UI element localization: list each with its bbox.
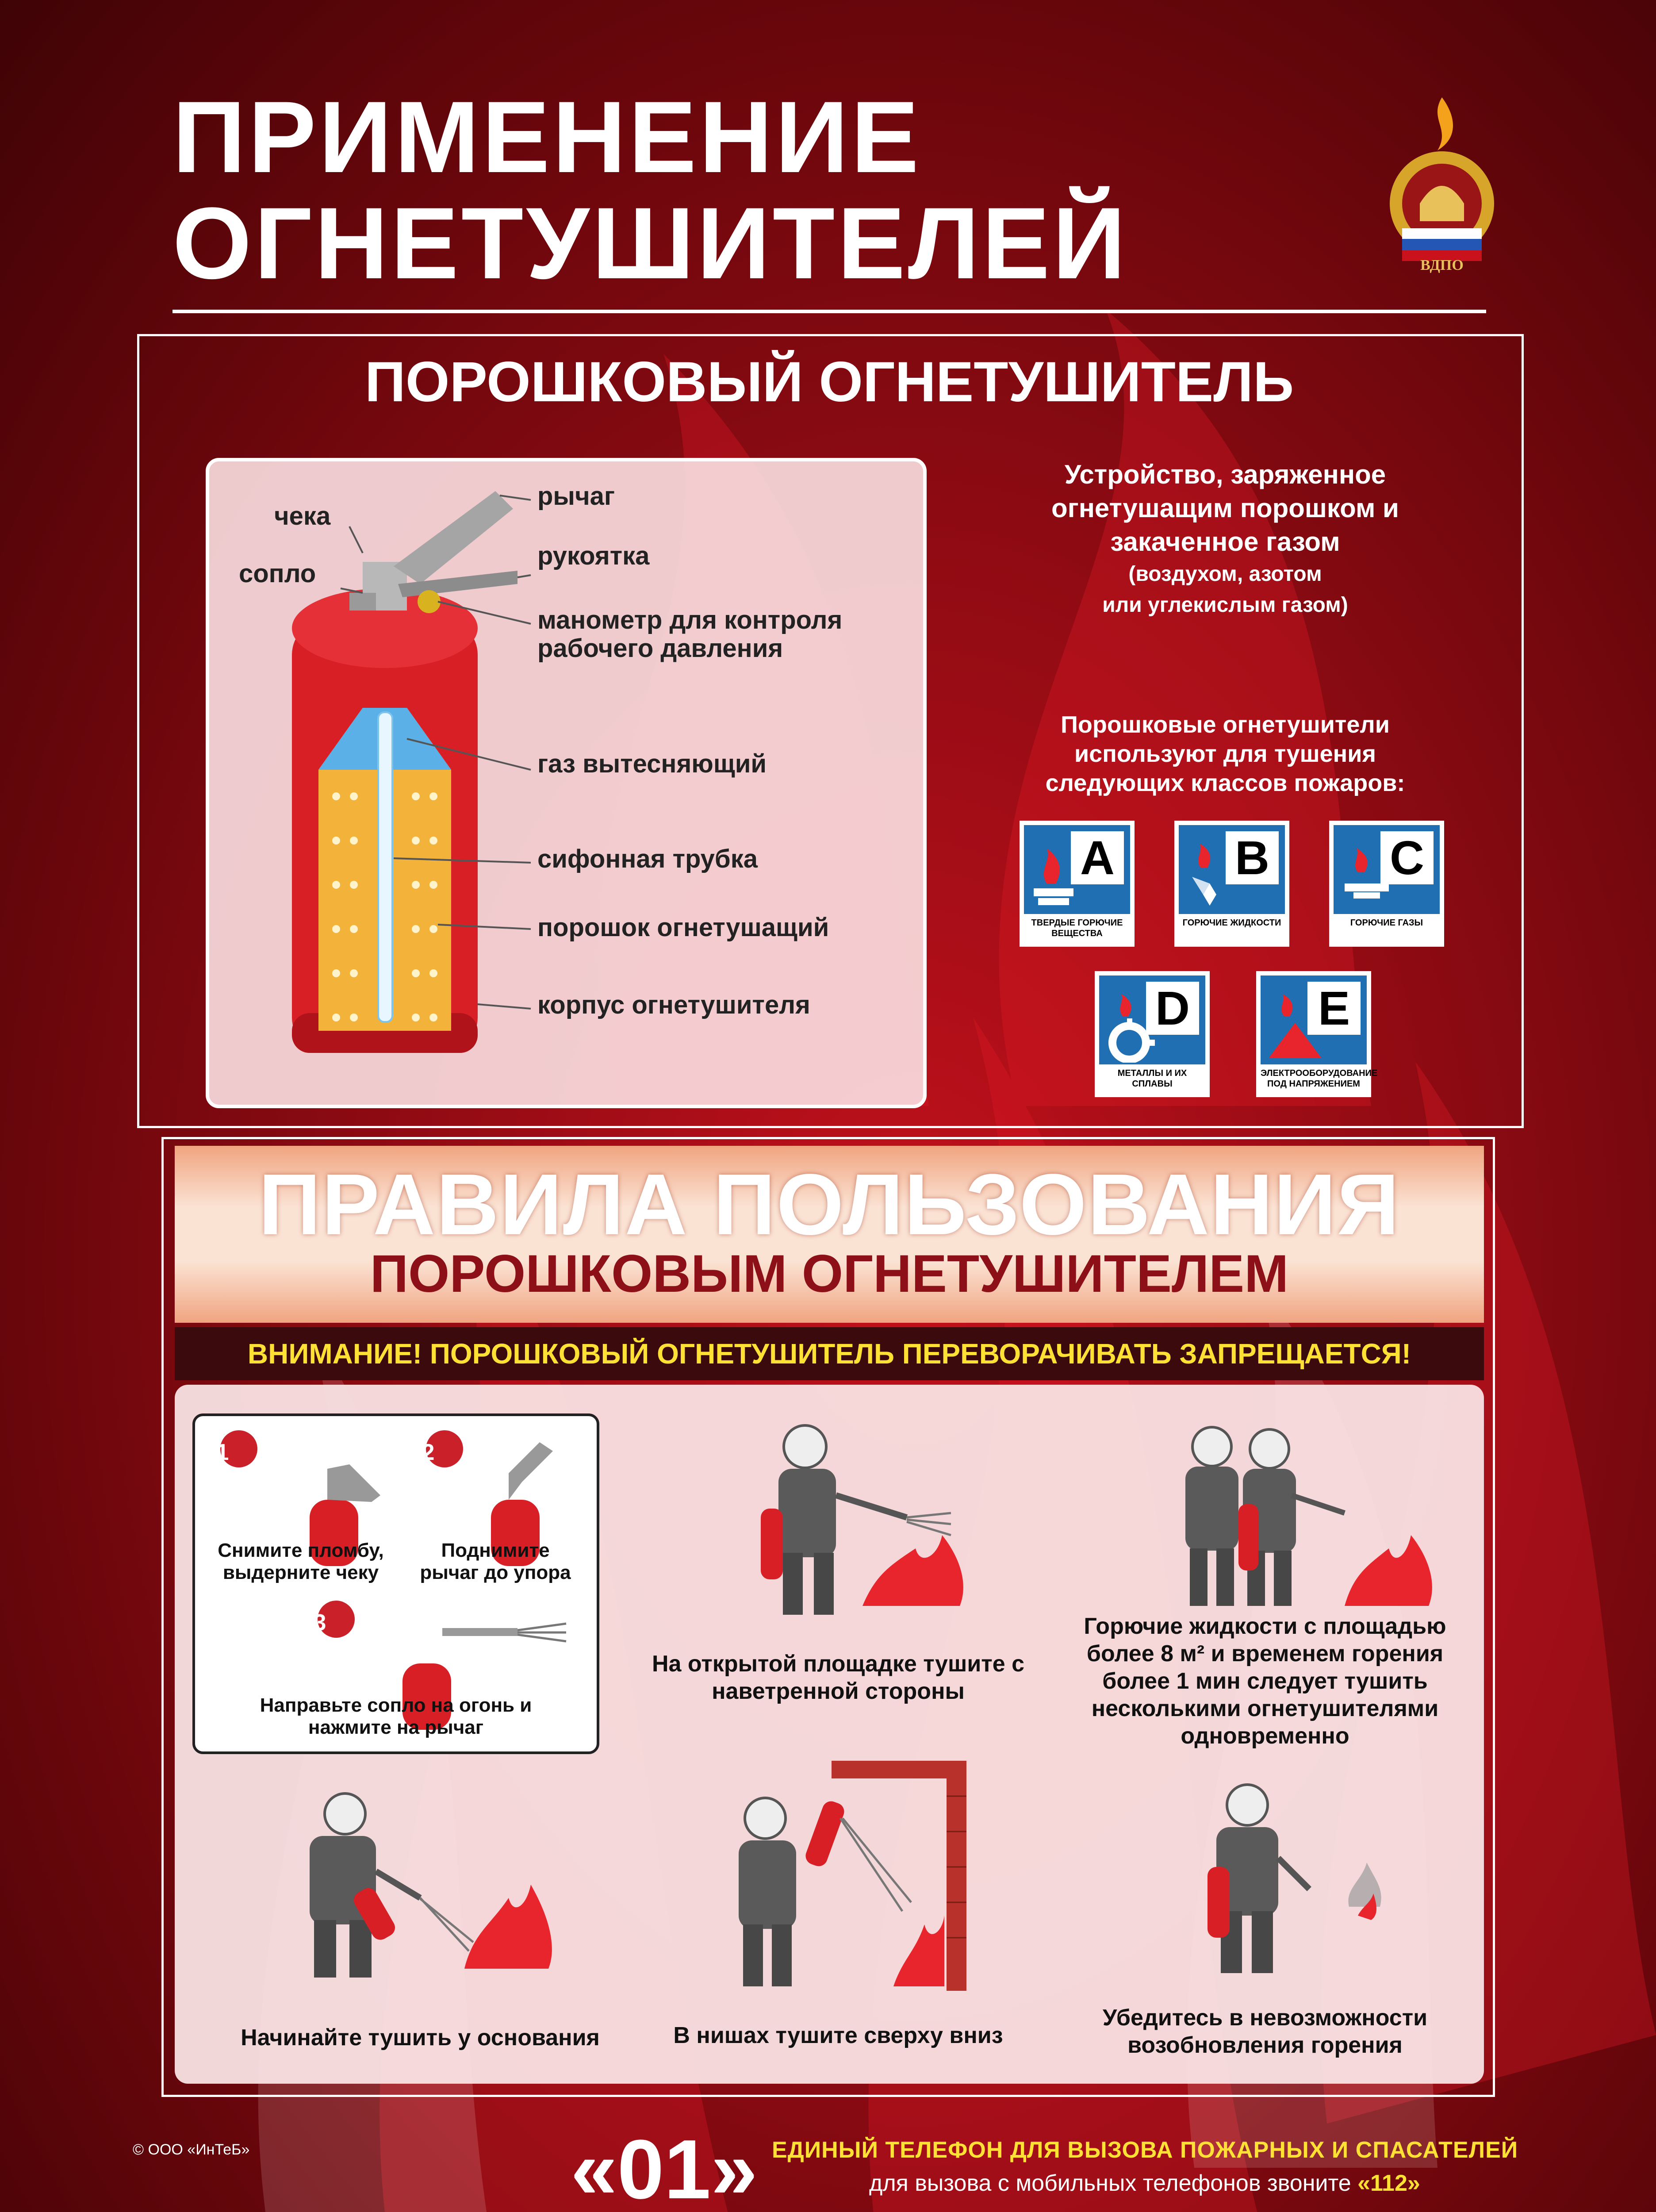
fire-class-e-badge xyxy=(1256,971,1378,1097)
footer-mobile-number: «112» xyxy=(1357,2170,1420,2196)
section-1-title: ПОРОШКОВЫЙ ОГНЕТУШИТЕЛЬ xyxy=(364,350,1294,414)
step-2-line1: Поднимите xyxy=(441,1540,550,1561)
step-1-caption xyxy=(199,1540,402,1584)
rule-multiple-line1: Горючие жидкости с площадью xyxy=(1084,1613,1446,1639)
poster-title xyxy=(172,80,1128,300)
firefighter-check-icon xyxy=(1177,1774,1424,1978)
vdpo-emblem-icon xyxy=(1384,93,1499,288)
extinguisher-description xyxy=(969,458,1482,621)
label-gauge xyxy=(537,606,842,663)
desc-line2: огнетушащим порошком и xyxy=(1051,493,1399,523)
rule-check-line1: Убедитесь в невозможности xyxy=(1102,2005,1428,2031)
step-2-line2: рычаг до упора xyxy=(420,1562,571,1583)
label-handle: рукоятка xyxy=(537,541,650,570)
step-1-line1: Снимите пломбу, xyxy=(218,1540,384,1561)
rule-multiple-line2: более 8 м² и временем горения xyxy=(1086,1641,1444,1667)
step-3-number: 3 xyxy=(313,1610,326,1636)
desc-line5: или углекислым газом) xyxy=(1102,593,1348,617)
rule-multiple-caption xyxy=(1053,1613,1477,1750)
fire-class-b-badge xyxy=(1174,821,1289,947)
title-line-1: ПРИМЕНЕНИЕ xyxy=(172,80,922,194)
rules-title: ПРАВИЛА ПОЛЬЗОВАНИЯ xyxy=(258,1156,1400,1253)
desc-line1: Устройство, заряженное xyxy=(1064,460,1386,489)
rule-check-line2: возобновления горения xyxy=(1127,2032,1403,2058)
step-2-caption xyxy=(398,1540,593,1584)
label-siphon: сифонная трубка xyxy=(537,845,758,873)
classes-intro-line3: следующих классов пожаров: xyxy=(1045,770,1405,796)
label-gauge-line2: рабочего давления xyxy=(537,634,783,663)
step-1-number: 1 xyxy=(216,1440,229,1465)
label-nozzle: сопло xyxy=(239,559,316,588)
class-letter-e: E xyxy=(1307,982,1361,1035)
rules-subtitle: ПОРОШКОВЫМ ОГНЕТУШИТЕЛЕМ xyxy=(370,1244,1289,1303)
class-caption-a: ТВЕРДЫЕ ГОРЮЧИЕ ВЕЩЕСТВА xyxy=(1031,918,1123,939)
title-line-2: ОГНЕТУШИТЕЛЕЙ xyxy=(172,186,1128,300)
label-lever: рычаг xyxy=(537,482,615,511)
step-3-line1: Направьте сопло на огонь и xyxy=(260,1694,532,1716)
label-gauge-line1: манометр для контроля xyxy=(537,606,843,634)
footer-phone-line: ЕДИНЫЙ ТЕЛЕФОН ДЛЯ ВЫЗОВА ПОЖАРНЫХ И СПАСАТЕЛЕЙ xyxy=(772,2137,1518,2163)
label-body: корпус огнетушителя xyxy=(537,991,810,1019)
title-divider xyxy=(172,310,1486,313)
rule-check-caption xyxy=(1053,2004,1477,2059)
rule-windward-line1: На открытой площадке тушите с xyxy=(652,1651,1025,1677)
fire-class-c-badge xyxy=(1329,821,1444,947)
rule-multiple-line5: одновременно xyxy=(1181,1723,1349,1749)
class-caption-d: МЕТАЛЛЫ И ИХ СПЛАВЫ xyxy=(1117,1068,1187,1089)
class-letter-a: A xyxy=(1071,831,1124,884)
footer-mobile-text: для вызова с мобильных телефонов звоните xyxy=(869,2170,1351,2196)
fire-class-a-badge xyxy=(1020,821,1135,947)
classes-intro-line1: Порошковые огнетушители xyxy=(1061,711,1390,738)
class-caption-e: ЭЛЕКТРООБОРУДОВАНИЕ ПОД НАПРЯЖЕНИЕМ xyxy=(1261,1068,1378,1089)
label-gas: газ вытесняющий xyxy=(537,749,767,778)
label-powder: порошок огнетушащий xyxy=(537,913,829,942)
firefighters-multiple-icon xyxy=(1159,1416,1442,1610)
rule-multiple-line4: несколькими огнетушителями xyxy=(1091,1696,1439,1721)
firefighter-windward-icon xyxy=(730,1416,1013,1619)
rule-windward-line2: наветренной стороны xyxy=(712,1678,965,1704)
step-3-line2: нажмите на рычаг xyxy=(308,1717,484,1738)
class-letter-c: C xyxy=(1380,831,1434,884)
rule-base-caption: Начинайте тушить у основания xyxy=(241,2025,600,2051)
copyright: © ООО «ИнТеБ» xyxy=(133,2141,250,2158)
step-1-line2: выдерните чеку xyxy=(222,1562,379,1583)
class-caption-b: ГОРЮЧИЕ ЖИДКОСТИ xyxy=(1182,918,1281,928)
emergency-number: «01» xyxy=(571,2123,758,2212)
emblem-text: ВДПО xyxy=(1420,257,1464,273)
firefighter-niche-icon xyxy=(717,1752,991,2000)
step-3-caption xyxy=(199,1694,593,1739)
class-caption-c: ГОРЮЧИЕ ГАЗЫ xyxy=(1350,918,1423,928)
step-2-number: 2 xyxy=(422,1440,435,1465)
rule-niche-caption: В нишах тушите сверху вниз xyxy=(673,2023,1003,2048)
classes-intro-line2: используют для тушения xyxy=(1074,741,1376,767)
warning-bar: ВНИМАНИЕ! ПОРОШКОВЫЙ ОГНЕТУШИТЕЛЬ ПЕРЕВОРАЧИВАТЬ ЗАПРЕЩАЕТСЯ! xyxy=(175,1327,1484,1380)
class-letter-d: D xyxy=(1146,982,1199,1035)
rule-windward-caption xyxy=(610,1650,1066,1705)
firefighter-base-icon xyxy=(261,1783,562,1982)
desc-line4: (воздухом, азотом xyxy=(1128,562,1322,586)
label-pin: чека xyxy=(274,502,331,530)
rule-multiple-line3: более 1 мин следует тушить xyxy=(1102,1668,1428,1694)
class-letter-b: B xyxy=(1226,831,1279,884)
classes-intro xyxy=(969,710,1482,798)
desc-line3: закаченное газом xyxy=(1110,527,1340,557)
fire-class-d-badge xyxy=(1095,971,1210,1097)
footer-mobile-line xyxy=(869,2170,1420,2197)
